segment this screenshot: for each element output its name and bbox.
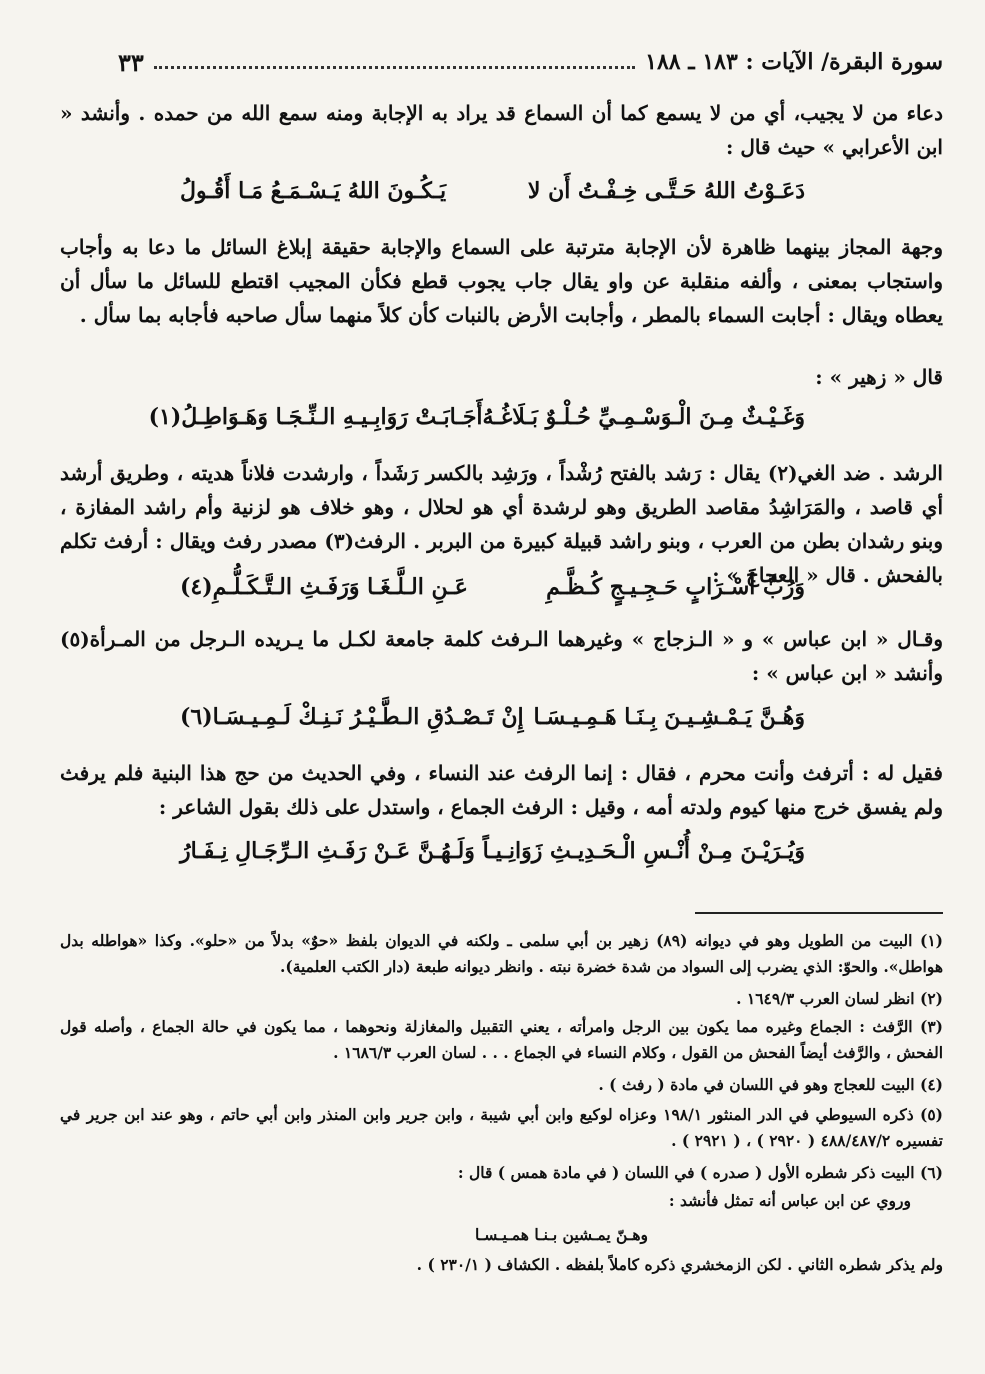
verse-2 xyxy=(148,404,805,430)
paragraph-6: فقيل له : أترفث وأنت محرم ، فقال : إنما الرفث عند النساء ، وفي الحديث من حج هذا البنية فلم يرفث ولم يفسق خرج منها كيوم ولدته أمه ، وقيل : الرفث الجماع ، واستدل على ذلك بقول الشاعر : xyxy=(60,761,943,819)
verse-2-first-hemistich: وَغَـيْـثٌ مِـنَ الْـوَسْـمِـيِّ حُـلْـوٌ بَـلَاغُـهُ xyxy=(482,404,805,430)
page-number: ٣٣ xyxy=(118,47,144,77)
verse-5-first-hemistich: وَيُـرَيْـنَ مِـنْ أُنْـسِ الْـحَـدِيـثِ زَوَانِـيـاً xyxy=(482,838,805,864)
verse-1-first-hemistich: دَعَـوْتُ اللهُ حَـتَّـى خِـفْـتُ أَن لا xyxy=(527,178,805,204)
verse-3-first-hemistich: وَرُبَّ أَسْـرَابٍ حَـجِـيـجٍ كُـظَّـمِ xyxy=(546,574,805,600)
verse-4 xyxy=(180,704,805,730)
footnote-5: (٥) ذكره السيوطي في الدر المنثور ١٩٨/١ وعزاه لوكيع وابن أبي شيبة ، وابن جرير وابن المنذر وابن أبي حاتم ، وهو عند ابن جرير في تفسيره ٤٨٨/٤٨٧/٢ ( ٢٩٢٠ ) ، ( ٢٩٢١ ) . xyxy=(60,1105,943,1150)
footnote-6-continuation: وروي عن ابن عباس أنه تمثل فأنشد : xyxy=(668,1191,911,1210)
running-header xyxy=(118,44,943,80)
paragraph-1: دعاء من لا يجيب، أي من لا يسمع كما أن السماع قد يراد به الإجابة ومنه سمع الله من حمده . وأنشد « ابن الأعرابي » حيث قال : xyxy=(60,101,943,159)
verse-4-second-hemistich: إِنْ تَـصْـدُقِ الـطَّـيْـرُ نَـنِـكْ لَـمِـيـسَـا(٦) xyxy=(180,704,524,730)
footnote-separator xyxy=(695,912,943,914)
footnote-6: (٦) البيت ذكر شطره الأول ( صدره ) في اللسان ( في مادة همس ) قال : xyxy=(457,1163,943,1182)
verse-3 xyxy=(180,574,805,600)
footnote-3: (٣) الرَّفث : الجماع وغيره مما يكون بين الرجل وامرأته ، يعني التقبيل والمغازلة ونحوهما ، مما يكون في حالة الجماع ، وأصله قول الفحش ، والرَّفث أيضاً الفحش من القول ، وكلام النساء في الجماع . . . لسان العرب ١٦٨٦/٣ . xyxy=(60,1017,943,1062)
verse-4-first-hemistich: وَهُـنَّ يَـمْـشِـيـنَ بِـنَـا هَـمِـيـسَـا xyxy=(533,704,805,730)
footnote-6-verse: وهـنّ يمـشين بـنـا همـيـسـا xyxy=(474,1225,649,1244)
footnote-6-closing: ولم يذكر شطره الثاني . لكن الزمخشري ذكره كاملاً بلفظه . الكشاف ( ٢٣٠/١ ) . xyxy=(416,1255,943,1274)
header-leader-dots xyxy=(154,56,635,69)
verse-1 xyxy=(180,178,805,204)
verse-3-second-hemistich: عَـنِ الـلَّـغَـا وَرَفَـثِ الـتَّـكَـلُّـمِ(٤) xyxy=(180,574,468,600)
paragraph-4: الرشد . ضد الغي(٢) يقال : رَشد بالفتح رُشْداً ، ورَشِد بالكسر رَشَداً ، وارشدت فلاناً هديته ، وطريق أرشد أي قاصد ، والمَرَاشِدُ مقاصد الطريق وهو لرشدة أي هو لحلال ، وهو خلاف هو لزنية وأم راشد المفازة ، وبنو رشدان بطن من العرب ، وبنو راشد قبيلة كبيرة من البربر . الرفث(٣) مصدر رفث ويقال : أرفث تكلم بالفحش . قال « العجاج » : xyxy=(60,461,944,587)
footnote-4: (٤) البيت للعجاج وهو في اللسان في مادة ( رفث ) . xyxy=(598,1075,943,1094)
footnote-2: (٢) انظر لسان العرب ١٦٤٩/٣ . xyxy=(736,989,943,1008)
footnote-1: (١) البيت من الطويل وهو في ديوانه (٨٩) زهير بن أبي سلمى ـ ولكنه في الديوان بلفظ «حوٌ» بدلاً من «حلو». وكذا «هواطله بدل هواطل». والحوّ: الذي يضرب إلى السواد من شدة خضرة نبته . وانظر ديوانه طبعة (دار الكتب العلمية). xyxy=(60,931,943,976)
paragraph-3: قال « زهير » : xyxy=(815,365,943,389)
verse-2-second-hemistich: أَجَـابَـتْ رَوَابِـيـهِ الـنِّـجَـا وَهَـوَاطِـلُ(١) xyxy=(148,404,483,430)
verse-5 xyxy=(180,838,805,864)
verse-1-second-hemistich: يَـكُـونَ اللهُ يَـسْـمَـعُ مَـا أَقُـولُ xyxy=(180,178,447,204)
verse-5-second-hemistich: وَلَـهُـنَّ عَـنْ رَفَـثِ الـرِّجَـالِ نِـفَـارُ xyxy=(180,838,475,864)
paragraph-5: وقـال « ابن عباس » و « الـزجاج » وغيرهما الـرفث كلمة جامعة لكـل ما يـريده الـرجل من المـرأة(٥) وأنشد « ابن عباس » : xyxy=(60,627,943,685)
surah-title: سورة البقرة/ الآيات : ١٨٣ ـ ١٨٨ xyxy=(645,49,943,75)
paragraph-2: وجهة المجاز بينهما ظاهرة لأن الإجابة مترتبة على السماع والإجابة حقيقة إبلاغ السائل ما دعا به وأجاب واستجاب بمعنى ، وألفه منقلبة عن واو يقال جاب يجوب قطع فكأن المجيب اقتطع للسائل ما سأل أن يعطاه ويقال : أجابت السماء بالمطر ، وأجابت الأرض بالنبات كأن كلاً منهما سأل صاحبه فأجابه بما سأل . xyxy=(60,235,943,327)
